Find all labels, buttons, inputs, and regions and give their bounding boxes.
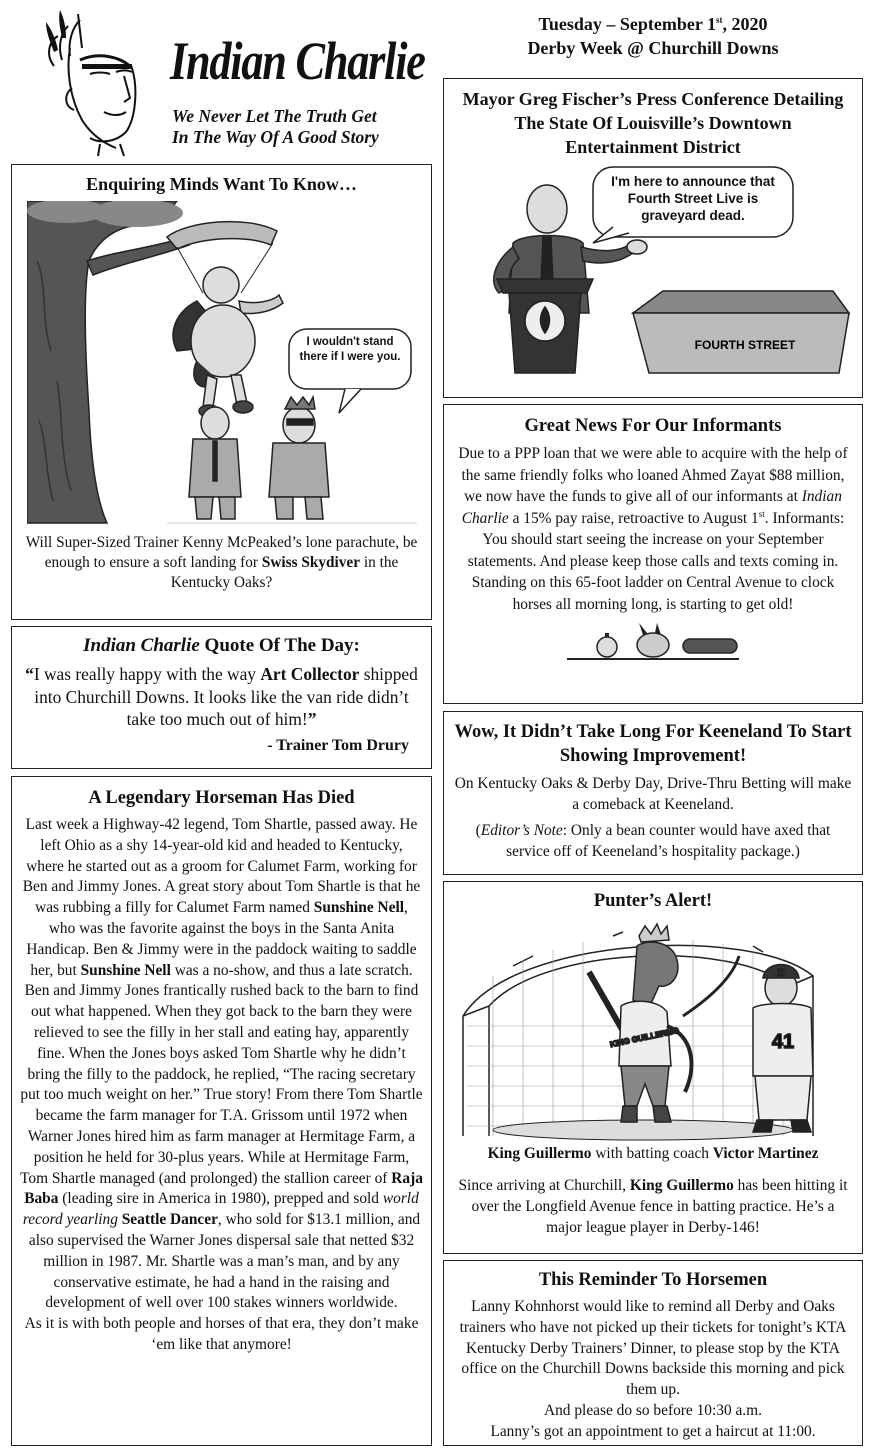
punter-text-2: has been hitting it over the Longfield Avenue fence in batting practice. He’s a major league player in Derby-146! (471, 1176, 848, 1236)
coffin-label: FOURTH STREET (694, 338, 796, 352)
informants-text-3: . Informants: You should start seeing the increase on your September statements. And please keep those calls and texts coming in. Standing on this 65-foot ladder on Central Avenue to clock horses all morning long, is starting to get old! (467, 509, 845, 613)
informants-title: Great News For Our Informants (524, 416, 782, 436)
horseman-body (20, 815, 423, 1356)
quote-title-brand: Indian Charlie (83, 635, 200, 656)
horse-name-sunshine-nell-2: Sunshine Nell (80, 961, 171, 979)
dateline (443, 12, 863, 60)
mayor-title: Mayor Greg Fischer’s Press Conference Detailing The State Of Louisville’s Downtown Entertainment District (462, 89, 844, 157)
batting-cage-illustration (453, 916, 853, 1142)
quote-horse: Art Collector (260, 664, 360, 684)
tagline-line-2: In The Way Of A Good Story (172, 127, 379, 147)
keeneland-title: Wow, It Didn’t Take Long For Keeneland To Start Showing Improvement! (454, 722, 852, 766)
quote-close-mark: ” (307, 709, 317, 729)
brand-title: Indian Charlie (170, 31, 425, 91)
punters-alert-section (443, 881, 863, 1254)
horseman-text-3: was a no-show, and thus a late scratch. Ben and Jimmy Jones frantically rushed back to the barn to find out what happened. When they got back to the barn they were relieved to see the filly in her stall and eating hay, apparently fine. When the Jones boys asked Tom Shartle why he didn’t bring the filly to the paddock, he replied, “The racing secretary put too much weight on her.” True story! From there Tom Shartle became the farm manager for T.A. Grissom until 1972 when Warner Jones hired him as farm manager at Hermitage Farm, a position he held for 30-plus years. While at Hermitage Farm, Tom Shartle managed (and prolonged) the stallion career of (20, 961, 423, 1187)
jersey-number: 41 (771, 1031, 795, 1053)
quote-title (18, 635, 425, 657)
enquiring-speech-bubble: I wouldn't stand there if I were you. (299, 336, 400, 363)
quote-title-rest: Quote Of The Day: (204, 635, 360, 656)
horse-name-seattle-dancer: Seattle Dancer (121, 1211, 218, 1229)
reminder-to-horsemen-section (443, 1260, 863, 1446)
horseman-italic: world record yearling (22, 1190, 419, 1229)
date-year: , 2020 (722, 14, 768, 34)
caption-middle: with batting coach (595, 1145, 709, 1162)
enquiring-caption-end: in the Kentucky Oaks? (170, 554, 399, 592)
enquiring-caption-text: Will Super-Sized Trainer Kenny McPeaked’s lone parachute, be enough to ensure a soft landing for (25, 534, 418, 572)
punter-body (454, 1175, 852, 1238)
masthead (10, 8, 430, 158)
horseman-text-5: , who sold for $13.1 million, and also supervised the Warner Jones dispersal sale that netted $32 million in 1987. Mr. Shartle was a man’s man, and by any conservative estimate, he had a hand in the raising and development of well over 100 stakes winners worldwide. (28, 1211, 421, 1312)
tagline (172, 106, 379, 148)
reminder-body (454, 1297, 852, 1443)
date-text: Tuesday – September 1 (538, 14, 717, 34)
cap-logo: D (777, 968, 785, 979)
horseman-paragraph (20, 815, 423, 1314)
enquiring-minds-section (11, 164, 432, 620)
date-subline: Derby Week @ Churchill Downs (527, 38, 779, 58)
editors-note-label: Editor’s Note (480, 822, 563, 839)
keeneland-note (454, 821, 852, 862)
enquiring-caption (22, 533, 421, 594)
horseman-closing: As it is with both people and horses of that era, they don’t make ‘em like that anymore! (24, 1315, 419, 1353)
enquiring-title: Enquiring Minds Want To Know… (86, 174, 357, 194)
keeneland-section (443, 711, 863, 875)
horseman-title: A Legendary Horseman Has Died (88, 788, 355, 808)
horseman-text-2: , who was the favorite against the boys in the Santa Anita Handicap. Ben & Jimmy were in the paddock waiting to saddle her, but (26, 899, 417, 979)
parachute-cartoon-illustration (27, 201, 417, 527)
indian-chief-logo-icon (20, 8, 160, 156)
quote-text-end: shipped into Churchill Downs. It looks like the van ride didn’t take too much out of him! (34, 664, 418, 729)
quote-text (22, 663, 421, 731)
stopwatch-icon (597, 637, 617, 657)
keeneland-text: On Kentucky Oaks & Derby Day, Drive-Thru Betting will make a comeback at Keeneland. (454, 775, 852, 813)
punter-caption (454, 1144, 852, 1165)
informants-section (443, 404, 863, 704)
informants-text-2: a 15% pay raise, retroactive to August 1 (512, 509, 759, 527)
quote-attribution: - Trainer Tom Drury (267, 736, 409, 754)
reminder-paragraph: Lanny Kohnhorst would like to remind all Derby and Oaks trainers who have not picked up their tickets for tonight’s KTA Kentucky Derby Trainers’ Dinner, to please stop by the KTA office on the Churchill Downs backside this morning and pick them up. (459, 1298, 847, 1399)
punter-horse-name: King Guillermo (629, 1176, 734, 1194)
informants-sup: st (758, 508, 765, 519)
mayor-cartoon-illustration (453, 163, 853, 377)
reminder-deadline: And please do so before 10:30 a.m. (544, 1401, 762, 1419)
date (443, 12, 863, 36)
caption-horse-name: King Guillermo (487, 1145, 592, 1162)
punter-title: Punter’s Alert! (593, 891, 713, 911)
horse-name-sunshine-nell: Sunshine Nell (313, 899, 405, 917)
jersey-text: KING GUILLERMO (609, 1025, 680, 1050)
keeneland-note-text: : Only a bean counter would have axed that service off of Keeneland’s hospitality package.) (506, 822, 831, 860)
quote-of-the-day-section (11, 626, 432, 769)
horse-name-raja-baba: Raja Baba (24, 1169, 423, 1208)
ladder-clocker-illustration (563, 623, 743, 665)
quote-open-mark: “ (25, 664, 34, 684)
mayor-press-conference-section (443, 78, 863, 398)
quote-text-start: I was really happy with the way (33, 664, 257, 684)
caption-coach-name: Victor Martinez (712, 1145, 819, 1162)
keeneland-note-open: ( (475, 822, 481, 839)
binoculars-icon (683, 639, 737, 653)
horseman-text-4: (leading sire in America in 1980), prepped and sold (62, 1190, 379, 1208)
tagline-line-1: We Never Let The Truth Get (172, 106, 377, 126)
enquiring-caption-horse: Swiss Skydiver (261, 554, 361, 572)
legendary-horseman-section (11, 776, 432, 1446)
reminder-haircut: Lanny’s got an appointment to get a haircut at 11:00. (490, 1422, 816, 1440)
reminder-title: This Reminder To Horsemen (538, 1270, 768, 1290)
date-sup: st (716, 15, 723, 25)
mayor-speech-bubble: I'm here to announce that Fourth Street Live is graveyard dead. (611, 174, 775, 223)
punter-text-1: Since arriving at Churchill, (458, 1176, 627, 1194)
horseman-text-1: Last week a Highway-42 legend, Tom Shartle, passed away. He left Ohio as a shy 14-year-old kid and headed to Kentucky, where he started out as a groom for Calumet Farm, working for Ben and Jimmy Jones. A great story about Tom Shartle is that he was rubbing a filly for Calumet Farm named (22, 816, 421, 917)
informants-text-1: Due to a PPP loan that we were able to acquire with the help of the same friendly folks who loaned Ahmed Zayat $88 million, we now have the funds to give all of our informants at (458, 445, 848, 505)
informants-body (454, 443, 852, 615)
informants-brand: Indian Charlie (461, 488, 842, 527)
